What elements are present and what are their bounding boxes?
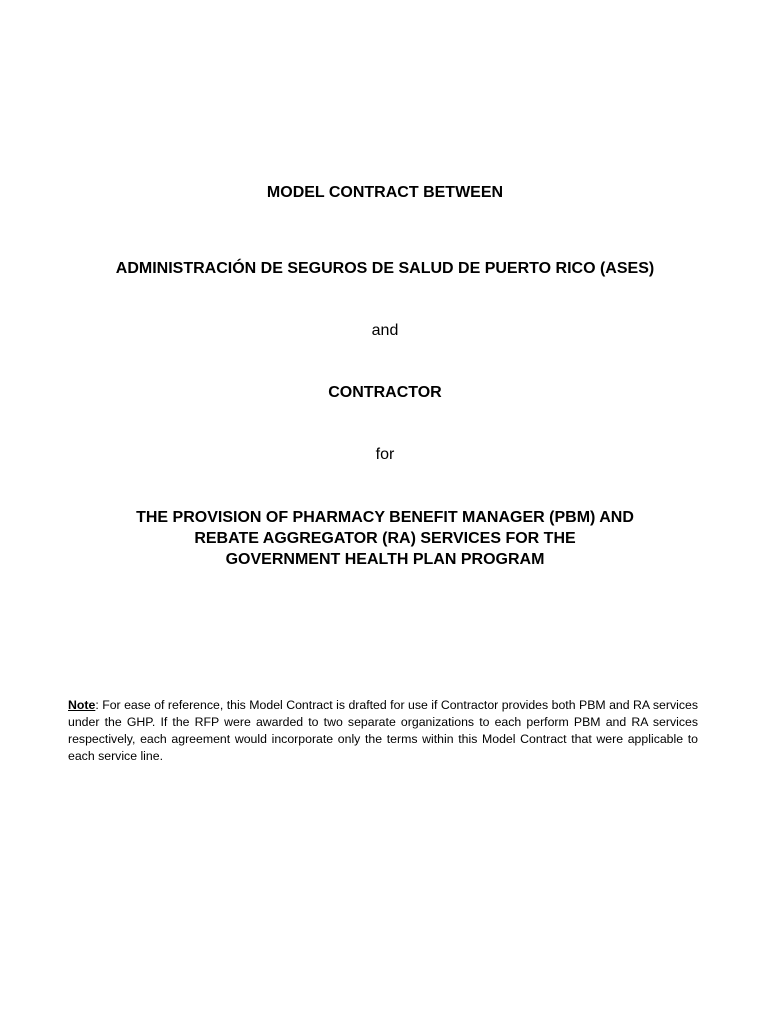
note-paragraph [68, 697, 698, 765]
note-text: For ease of reference, this Model Contract is drafted for use if Contractor provides both PBM and RA services under the GHP. If the RFP were awarded to two separate organizations to each perform PBM and RA services respectively, each agreement would incorporate only the terms within this Model Contract that were applicable to each service line. [68, 698, 698, 763]
contract-heading: MODEL CONTRACT BETWEEN [266, 184, 504, 201]
note-separator: : [95, 698, 99, 712]
preposition-for: for [375, 446, 395, 463]
note-label: Note [68, 698, 96, 712]
purpose-line-1: THE PROVISION OF PHARMACY BENEFIT MANAGER (PBM) AND [136, 509, 634, 526]
contract-purpose-title [0, 507, 770, 570]
conjunction-and: and [371, 322, 399, 339]
party-two-name: CONTRACTOR [328, 384, 442, 401]
party-one-name: ADMINISTRACIÓN DE SEGUROS DE SALUD DE PUERTO RICO (ASES) [115, 260, 655, 277]
purpose-line-2: REBATE AGGREGATOR (RA) SERVICES FOR THE [194, 530, 576, 547]
purpose-line-3: GOVERNMENT HEALTH PLAN PROGRAM [225, 551, 545, 568]
